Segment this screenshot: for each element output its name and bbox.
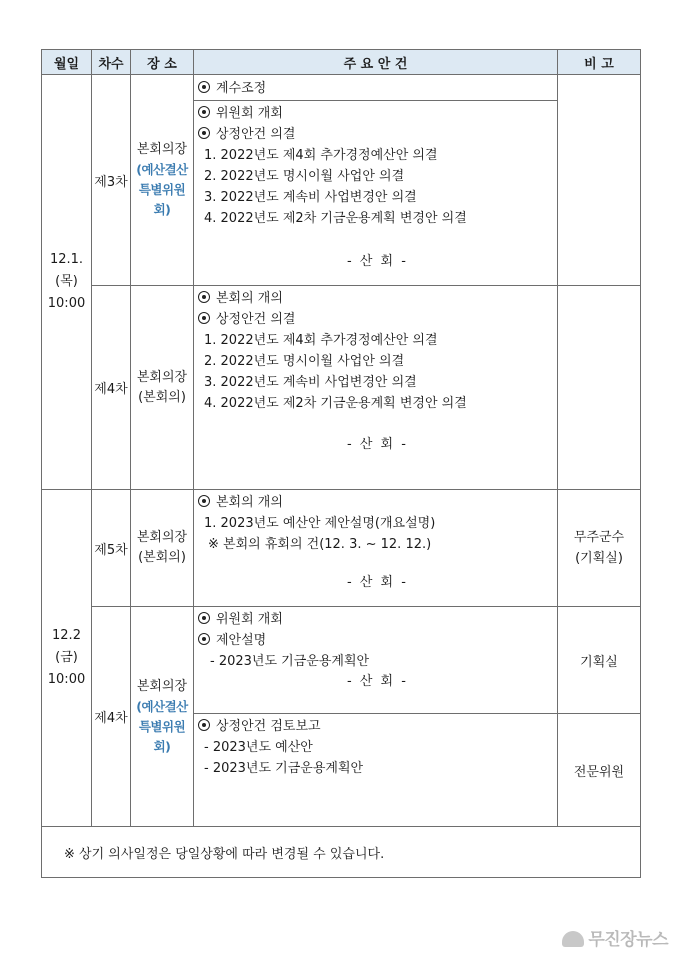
header-agenda: 주 요 안 건 [194, 50, 558, 75]
date-cell [42, 75, 92, 490]
bullet-icon [198, 81, 210, 93]
watermark [562, 925, 668, 950]
header-date: 월일 [42, 50, 92, 75]
agenda-item: 2. 2022년도 명시이월 사업안 의결 [204, 169, 405, 184]
bullet-icon [198, 612, 210, 624]
remark-text: 무주군수 [573, 530, 625, 545]
footnote: ※ 상기 의사일정은 당일상황에 따라 변경될 수 있습니다. [42, 827, 641, 878]
session-cell: 제5차 [92, 490, 131, 607]
remarks-cell [558, 75, 641, 286]
agenda-bullet: 본회의 개의 [216, 291, 283, 306]
agenda-cell [194, 490, 558, 607]
agenda-cell [194, 286, 558, 490]
agenda-item: 2. 2022년도 명시이월 사업안 의결 [204, 354, 405, 369]
time-text: 10:00 [47, 672, 86, 687]
remarks-cell [558, 490, 641, 607]
place-text: 본회의장 [136, 530, 188, 545]
agenda-item: 4. 2022년도 제2차 기금운용계획 변경안 의결 [204, 211, 467, 226]
agenda-bullet: 위원회 개회 [216, 106, 283, 121]
agenda-item: 4. 2022년도 제2차 기금운용계획 변경안 의결 [204, 396, 467, 411]
date-text: 12.2 [52, 628, 81, 643]
place-cell [131, 607, 194, 827]
remarks-cell: 전문위원 [558, 714, 641, 827]
agenda-note: ※ 본회의 휴회의 건(12. 3. ~ 12. 12.) [208, 537, 432, 552]
agenda-bullet: 위원회 개회 [216, 612, 283, 627]
table-row [42, 827, 641, 878]
adjourn-text: - 산 회 - [347, 674, 408, 689]
agenda-item: - 2023년도 기금운용계획안 [210, 654, 370, 669]
remarks-cell: 기획실 [558, 607, 641, 714]
committee-text: 특별위원회) [138, 182, 186, 217]
table-row [42, 286, 641, 490]
agenda-item: - 2023년도 기금운용계획안 [204, 761, 364, 776]
agenda-bullet: 상정안건 의결 [216, 127, 296, 142]
weekday-text: (금) [55, 650, 78, 665]
agenda-cell [194, 714, 558, 827]
agenda-bullet: 본회의 개의 [216, 495, 283, 510]
session-cell: 제4차 [92, 286, 131, 490]
schedule-table [41, 49, 641, 878]
agenda-cell [194, 101, 558, 286]
committee-text: 특별위원회) [138, 718, 186, 754]
place-text: 본회의장 [136, 369, 188, 385]
agenda-bullet: 제안설명 [216, 633, 267, 648]
watermark-text: 무진장뉴스 [588, 930, 668, 950]
date-cell [42, 490, 92, 827]
weekday-text: (목) [55, 274, 78, 289]
place-text: 본회의장 [136, 678, 188, 694]
committee-text: (예산결산 [136, 162, 188, 177]
place-text: (본회의) [138, 550, 186, 565]
agenda-cell [194, 75, 558, 101]
mountain-logo-icon [562, 931, 584, 947]
header-session: 차수 [92, 50, 131, 75]
header-place: 장 소 [131, 50, 194, 75]
agenda-item: 3. 2022년도 계속비 사업변경안 의결 [204, 375, 417, 390]
bullet-icon [198, 127, 210, 139]
session-cell: 제4차 [92, 607, 131, 827]
agenda-bullet: 상정안건 의결 [216, 312, 296, 327]
place-cell [131, 490, 194, 607]
header-row [42, 50, 641, 75]
committee-text: (예산결산 [136, 698, 188, 714]
remark-text: (기획실) [575, 551, 623, 566]
adjourn-text: - 산 회 - [347, 437, 408, 452]
agenda-bullet: 계수조정 [216, 81, 267, 96]
agenda-item: 1. 2022년도 제4회 추가경정예산안 의결 [204, 333, 438, 348]
table-row [42, 490, 641, 607]
place-cell [131, 75, 194, 286]
bullet-icon [198, 719, 210, 731]
agenda-cell [194, 607, 558, 714]
header-remarks: 비 고 [558, 50, 641, 75]
agenda-bullet: 상정안건 검토보고 [216, 719, 321, 734]
place-text: (본회의) [138, 389, 186, 405]
bullet-icon [198, 633, 210, 645]
agenda-item: - 2023년도 예산안 [204, 740, 313, 755]
time-text: 10:00 [47, 296, 86, 311]
bullet-icon [198, 291, 210, 303]
bullet-icon [198, 312, 210, 324]
bullet-icon [198, 495, 210, 507]
agenda-item: 3. 2022년도 계속비 사업변경안 의결 [204, 190, 417, 205]
table-row [42, 75, 641, 101]
table-row [42, 607, 641, 714]
bullet-icon [198, 106, 210, 118]
place-cell [131, 286, 194, 490]
remarks-cell [558, 286, 641, 490]
agenda-item: 1. 2022년도 제4회 추가경정예산안 의결 [204, 148, 438, 163]
adjourn-text: - 산 회 - [347, 254, 408, 269]
place-text: 본회의장 [136, 142, 188, 157]
session-cell: 제3차 [92, 75, 131, 286]
adjourn-text: - 산 회 - [347, 575, 408, 590]
agenda-item: 1. 2023년도 예산안 제안설명(개요설명) [204, 516, 436, 531]
date-text: 12.1. [49, 252, 84, 267]
